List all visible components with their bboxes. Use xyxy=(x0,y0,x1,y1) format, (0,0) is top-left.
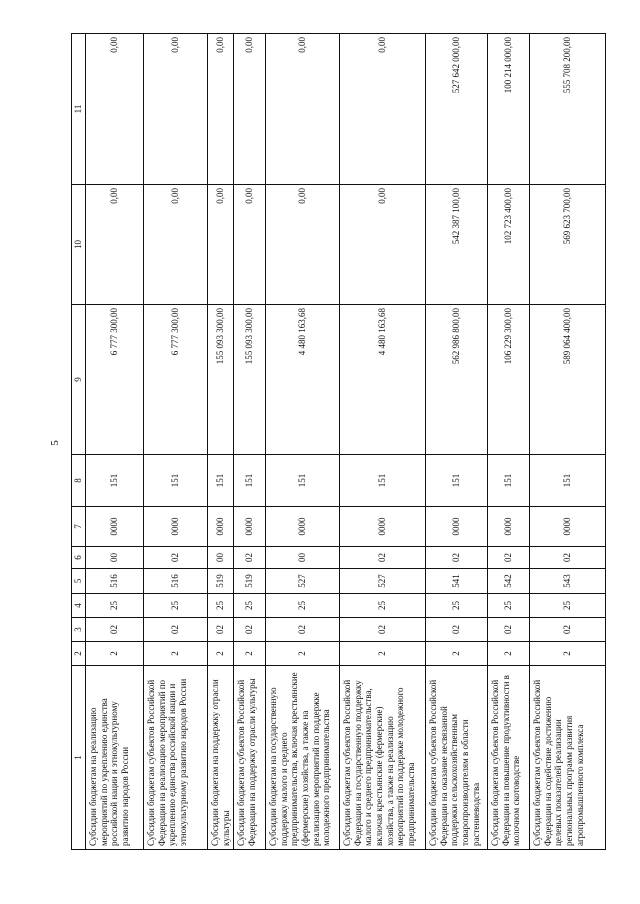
header-cell-8: 8 xyxy=(72,455,86,507)
cell-col10: 0,00 xyxy=(144,185,208,305)
cell-col2: 2 xyxy=(340,642,426,666)
cell-col8: 151 xyxy=(266,455,340,507)
cell-col6: 02 xyxy=(144,547,208,569)
row-description: Субсидии бюджетам субъектов Российской Федерации на содействие достижению целевых показателей реализации региональных программ развития агропромышленного комплекса xyxy=(530,666,606,850)
row-description: Субсидии бюджетам на реализацию мероприятий по укреплению единства российской нации и этнокультурному развитию народов России xyxy=(86,666,144,850)
cell-col8: 151 xyxy=(208,455,234,507)
table-row xyxy=(426,34,488,850)
cell-col9: 4 480 163,68 xyxy=(266,305,340,455)
cell-col9: 6 777 300,00 xyxy=(86,305,144,455)
header-cell-9: 9 xyxy=(72,305,86,455)
cell-col3: 02 xyxy=(530,618,606,642)
cell-col5: 541 xyxy=(426,569,488,594)
cell-col6: 00 xyxy=(208,547,234,569)
header-cell-11: 11 xyxy=(72,34,86,185)
cell-col9: 155 093 300,00 xyxy=(234,305,266,455)
cell-col8: 151 xyxy=(144,455,208,507)
table-row xyxy=(86,34,144,850)
cell-col4: 25 xyxy=(488,594,530,618)
table-row xyxy=(144,34,208,850)
cell-col2: 2 xyxy=(208,642,234,666)
cell-col10: 0,00 xyxy=(266,185,340,305)
cell-col11: 100 214 000,00 xyxy=(488,34,530,185)
row-description: Субсидии бюджетам субъектов Российской Федерации на оказание несвязанной поддержки сельскохозяйственным товаропроизводителям в области растениеводства xyxy=(426,666,488,850)
table-row xyxy=(488,34,530,850)
table-row xyxy=(234,34,266,850)
cell-col3: 02 xyxy=(266,618,340,642)
page-number: 5 xyxy=(49,440,61,446)
cell-col9: 562 986 800,00 xyxy=(426,305,488,455)
cell-col2: 2 xyxy=(86,642,144,666)
table-row xyxy=(208,34,234,850)
cell-col7: 0000 xyxy=(86,507,144,547)
cell-col7: 0000 xyxy=(266,507,340,547)
cell-col11: 0,00 xyxy=(86,34,144,185)
cell-col4: 25 xyxy=(86,594,144,618)
row-description: Субсидии бюджетам на государственную поддержку малого и среднего предпринимательства, включая крестьянские (фермерские) хозяйства, а также на реализацию мероприятий по поддержке молодежного предпринимательства xyxy=(266,666,340,850)
cell-col9: 106 229 300,00 xyxy=(488,305,530,455)
cell-col5: 527 xyxy=(340,569,426,594)
table-row xyxy=(266,34,340,850)
header-cell-1: 1 xyxy=(72,666,86,850)
cell-col10: 0,00 xyxy=(86,185,144,305)
rotated-page xyxy=(71,34,604,850)
cell-col3: 02 xyxy=(86,618,144,642)
cell-col9: 6 777 300,00 xyxy=(144,305,208,455)
cell-col11: 527 642 000,00 xyxy=(426,34,488,185)
cell-col11: 0,00 xyxy=(266,34,340,185)
header-cell-5: 5 xyxy=(72,569,86,594)
cell-col4: 25 xyxy=(426,594,488,618)
cell-col7: 0000 xyxy=(234,507,266,547)
cell-col5: 516 xyxy=(86,569,144,594)
cell-col3: 02 xyxy=(426,618,488,642)
cell-col4: 25 xyxy=(208,594,234,618)
cell-col6: 00 xyxy=(266,547,340,569)
cell-col4: 25 xyxy=(530,594,606,618)
header-row xyxy=(72,34,86,850)
cell-col6: 02 xyxy=(426,547,488,569)
cell-col6: 02 xyxy=(530,547,606,569)
cell-col2: 2 xyxy=(266,642,340,666)
cell-col11: 0,00 xyxy=(208,34,234,185)
cell-col3: 02 xyxy=(234,618,266,642)
cell-col7: 0000 xyxy=(340,507,426,547)
row-description: Субсидии бюджетам субъектов Российской Федерации на реализацию мероприятий по укреплению единства российской нации и этнокультурному развитию народов России xyxy=(144,666,208,850)
header-cell-4: 4 xyxy=(72,594,86,618)
cell-col8: 151 xyxy=(530,455,606,507)
cell-col10: 542 387 100,00 xyxy=(426,185,488,305)
cell-col5: 543 xyxy=(530,569,606,594)
cell-col4: 25 xyxy=(266,594,340,618)
cell-col7: 0000 xyxy=(426,507,488,547)
cell-col2: 2 xyxy=(488,642,530,666)
cell-col5: 527 xyxy=(266,569,340,594)
table-row xyxy=(340,34,426,850)
cell-col5: 519 xyxy=(208,569,234,594)
cell-col3: 02 xyxy=(144,618,208,642)
table-row xyxy=(530,34,606,850)
cell-col7: 0000 xyxy=(208,507,234,547)
cell-col7: 0000 xyxy=(530,507,606,547)
cell-col10: 0,00 xyxy=(234,185,266,305)
cell-col4: 25 xyxy=(144,594,208,618)
cell-col4: 25 xyxy=(340,594,426,618)
header-cell-10: 10 xyxy=(72,185,86,305)
budget-table xyxy=(71,33,606,850)
cell-col5: 516 xyxy=(144,569,208,594)
header-cell-6: 6 xyxy=(72,547,86,569)
cell-col9: 4 480 163,68 xyxy=(340,305,426,455)
cell-col3: 02 xyxy=(340,618,426,642)
row-description: Субсидии бюджетам субъектов Российской Федерации на государственную поддержку малого и среднего предпринимательства, включая крестьянские (фермерские) хозяйства, а также на реализацию мероприятий по поддержке молодежного предпринимательства xyxy=(340,666,426,850)
cell-col10: 0,00 xyxy=(340,185,426,305)
cell-col2: 2 xyxy=(530,642,606,666)
cell-col5: 519 xyxy=(234,569,266,594)
cell-col7: 0000 xyxy=(488,507,530,547)
cell-col7: 0000 xyxy=(144,507,208,547)
cell-col2: 2 xyxy=(426,642,488,666)
cell-col8: 151 xyxy=(426,455,488,507)
cell-col11: 0,00 xyxy=(144,34,208,185)
cell-col8: 151 xyxy=(234,455,266,507)
row-description: Субсидии бюджетам субъектов Российской Федерации на повышение продуктивности в молочном скотоводстве xyxy=(488,666,530,850)
cell-col11: 0,00 xyxy=(340,34,426,185)
header-cell-2: 2 xyxy=(72,642,86,666)
cell-col5: 542 xyxy=(488,569,530,594)
cell-col6: 02 xyxy=(488,547,530,569)
cell-col9: 589 064 400,00 xyxy=(530,305,606,455)
cell-col6: 02 xyxy=(340,547,426,569)
cell-col8: 151 xyxy=(86,455,144,507)
cell-col10: 102 723 400,00 xyxy=(488,185,530,305)
header-cell-3: 3 xyxy=(72,618,86,642)
cell-col10: 569 623 700,00 xyxy=(530,185,606,305)
cell-col11: 555 708 200,00 xyxy=(530,34,606,185)
cell-col8: 151 xyxy=(488,455,530,507)
cell-col2: 2 xyxy=(144,642,208,666)
cell-col6: 00 xyxy=(86,547,144,569)
cell-col2: 2 xyxy=(234,642,266,666)
cell-col8: 151 xyxy=(340,455,426,507)
cell-col11: 0,00 xyxy=(234,34,266,185)
header-cell-7: 7 xyxy=(72,507,86,547)
cell-col6: 02 xyxy=(234,547,266,569)
cell-col3: 02 xyxy=(488,618,530,642)
cell-col9: 155 093 300,00 xyxy=(208,305,234,455)
cell-col10: 0,00 xyxy=(208,185,234,305)
cell-col3: 02 xyxy=(208,618,234,642)
cell-col4: 25 xyxy=(234,594,266,618)
row-description: Субсидии бюджетам субъектов Российской Федерации на поддержку отрасли культуры xyxy=(234,666,266,850)
row-description: Субсидии бюджетам на поддержку отрасли культуры xyxy=(208,666,234,850)
